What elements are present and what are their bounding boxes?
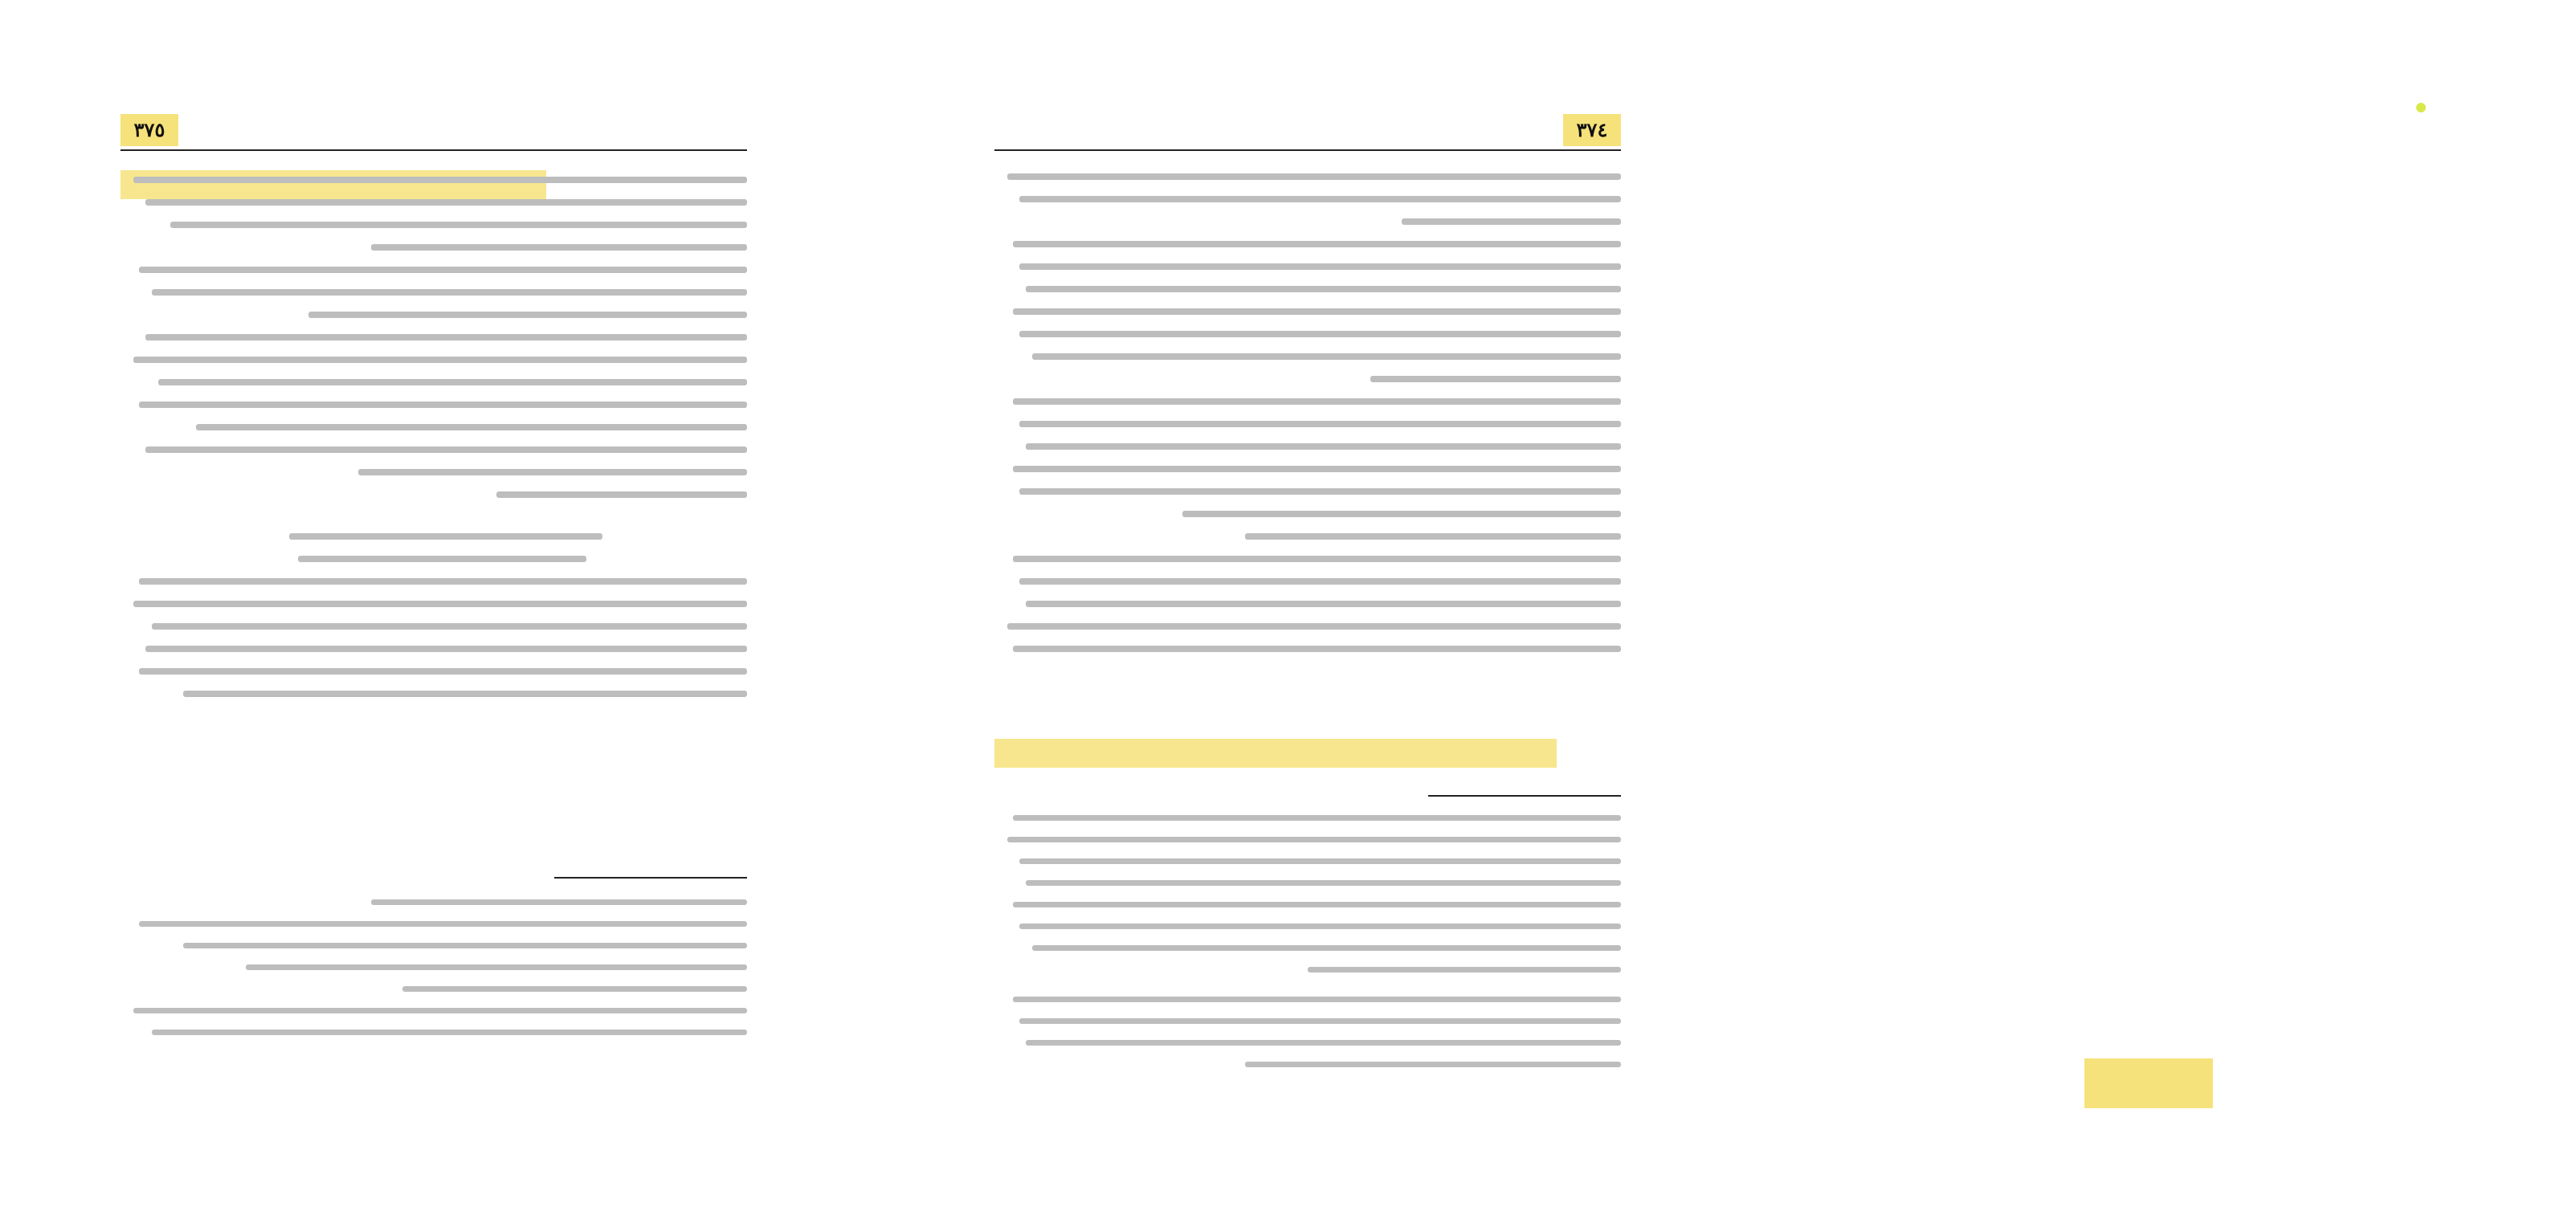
highlight-dot <box>2416 103 2426 112</box>
footnote-rule <box>554 877 747 879</box>
book-page-middle <box>994 0 1621 1092</box>
volume-badge <box>2084 1058 2213 1108</box>
running-header <box>994 111 1621 151</box>
footnotes <box>994 799 1621 1067</box>
book-page-left <box>120 0 747 1092</box>
running-header <box>120 111 747 151</box>
footnote-rule <box>1428 795 1621 797</box>
book-title-page <box>1904 0 2482 1140</box>
footnotes <box>120 883 747 1035</box>
biography-text <box>994 157 1621 652</box>
highlight-mark <box>994 739 1557 768</box>
biography-text <box>120 161 747 697</box>
page-number: ٣٧٥ <box>120 114 178 146</box>
page-number: ٣٧٤ <box>1563 114 1621 146</box>
